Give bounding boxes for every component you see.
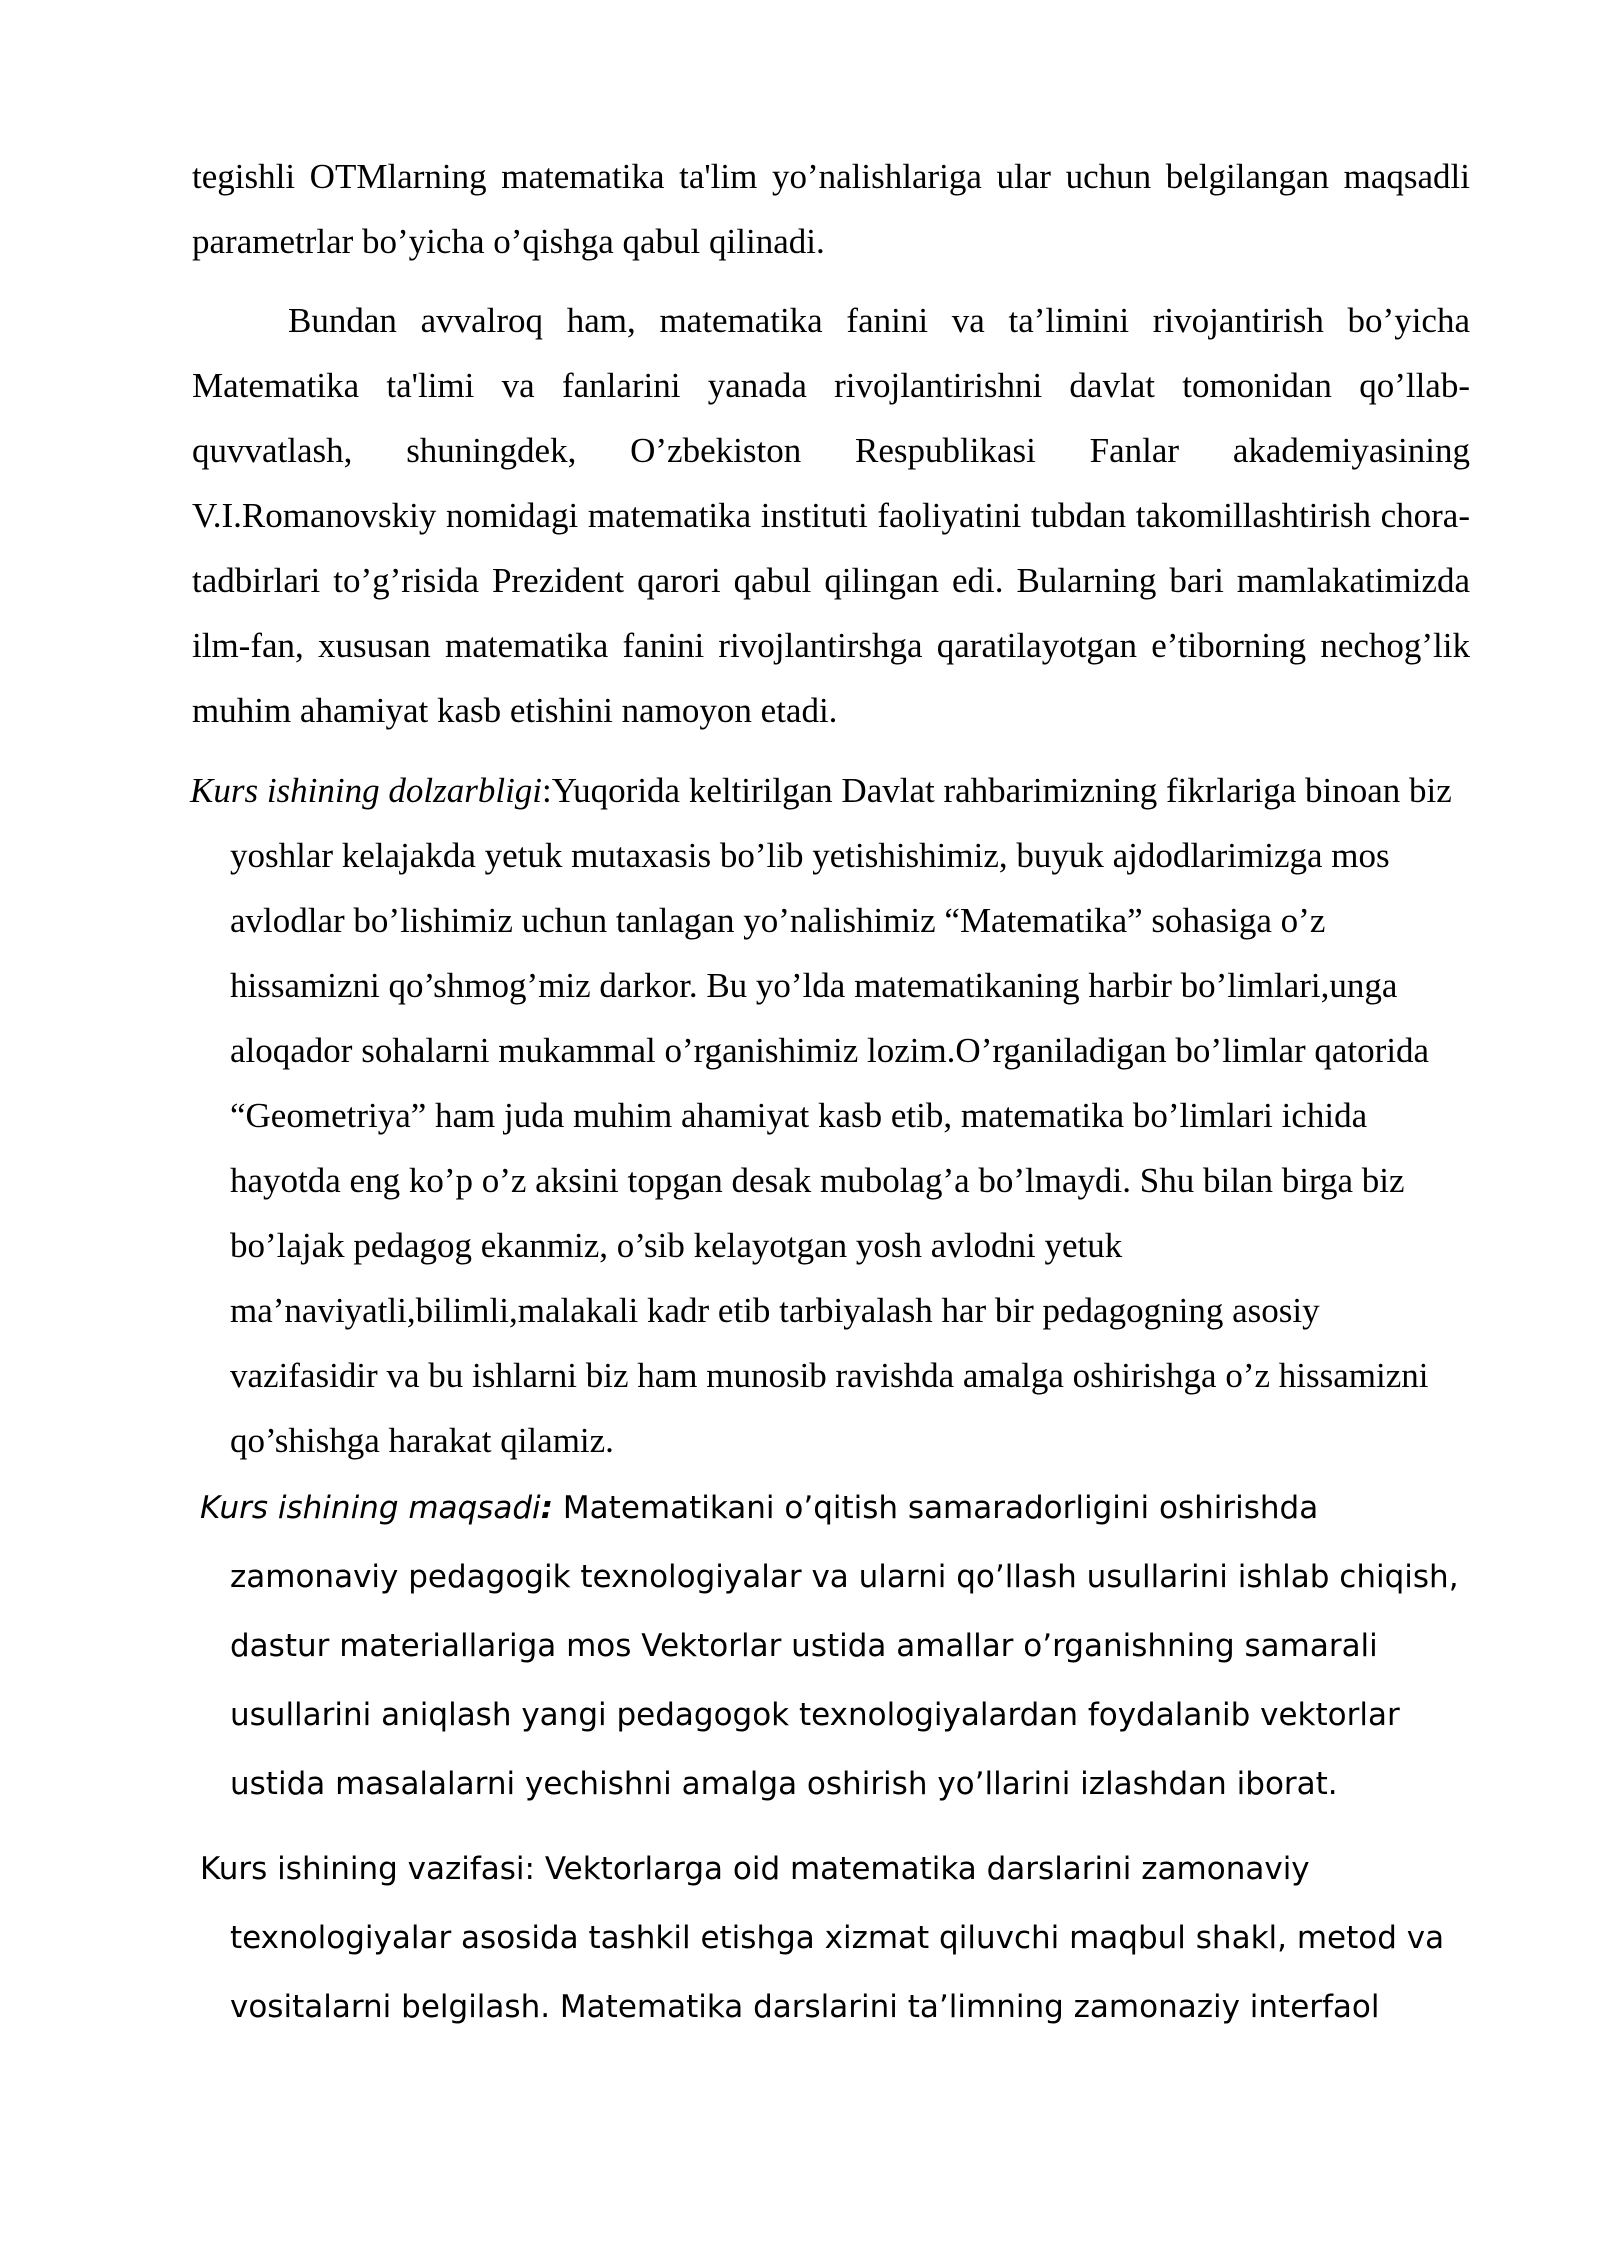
paragraph-relevance (190, 758, 1470, 1473)
relevance-heading: Kurs ishining dolzarbligi (190, 771, 543, 810)
paragraph-purpose (200, 1474, 1470, 1819)
purpose-heading: Kurs ishining maqsadi (200, 1490, 541, 1526)
paragraph-background: Bundan avvalroq ham, matematika fanini va ta’limini rivojantirish bo’yicha Matematika ta'limi va fanlarini yanada rivojlantirishni davlat tomonidan qo’llab-quvvatlash, shuningdek, O’zbekiston Respublikasi Fanlar akademiyasining V.I.Romanovskiy nomidagi matematika instituti faoliyatini tubdan takomillashtirish chora-tadbirlari to’g’risida Prezident qarori qabul qilingan edi. Bularning bari mamlakatimizda ilm-fan, xususan matematika fanini rivojlantirshga qaratilayotgan e’tiborning nechog’lik muhim ahamiyat kasb etishini namoyon etadi. (192, 301, 1470, 730)
paragraph-tasks: Kurs ishining vazifasi: Vektorlarga oid matematika darslarini zamonaviy texnologiyalar asosida tashkil etishga xizmat qiluvchi maqbul shakl, metod va vositalarni belgilash. Matematika darslarini ta’limning zamonaziy interfaol (200, 1851, 1445, 2025)
paragraph-admission: tegishli OTMlarning matematika ta'lim yo’nalishlariga ular uchun belgilangan maqsadli parametrlar bo’yicha o’qishga qabul qilinadi. (192, 157, 1470, 261)
relevance-separator: : (542, 771, 552, 810)
relevance-text: Yuqorida keltirilgan Davlat rahbarimizning fikrlariga binoan biz yoshlar kelajakda yetuk mutaxasis bo’lib yetishishimiz, buyuk ajdodlarimizga mos avlodlar bo’lishimiz uchun tanlagan yo’nalishimiz “Matematika” sohasiga o’z hissamizni qo’shmog’miz darkor. Bu yo’lda matematikaning harbir bo’limlari,unga aloqador sohalarni mukammal o’rganishimiz lozim.O’rganiladigan bo’limlar qatorida “Geometriya” ham juda muhim ahamiyat kasb etib, matematika bo’limlari ichida hayotda eng ko’p o’z aksini topgan desak mubolag’a bo’lmaydi. Shu bilan birga biz bo’lajak pedagog ekanmiz, o’sib kelayotgan yosh avlodni yetuk ma’naviyatli,bilimli,malakali kadr etib tarbiyalash har bir pedagogning asosiy vazifasidir va bu ishlarni biz ham munosib ravishda amalga oshirishga o’z hissamizni qo’shishga harakat qilamiz. (230, 771, 1452, 1460)
purpose-text: Matematikani o’qitish samaradorligini oshirishda zamonaviy pedagogik texnologiyalar va ularni qo’llash usullarini ishlab chiqish, dastur materiallariga mos Vektorlar ustida amallar o’rganishning samarali usullarini aniqlash yangi pedagogok texnologiyalardan foydalanib vektorlar ustida masalalarni yechishni amalga oshirish yo’llarini izlashdan iborat. (230, 1490, 1459, 1802)
purpose-separator: : (540, 1490, 554, 1526)
